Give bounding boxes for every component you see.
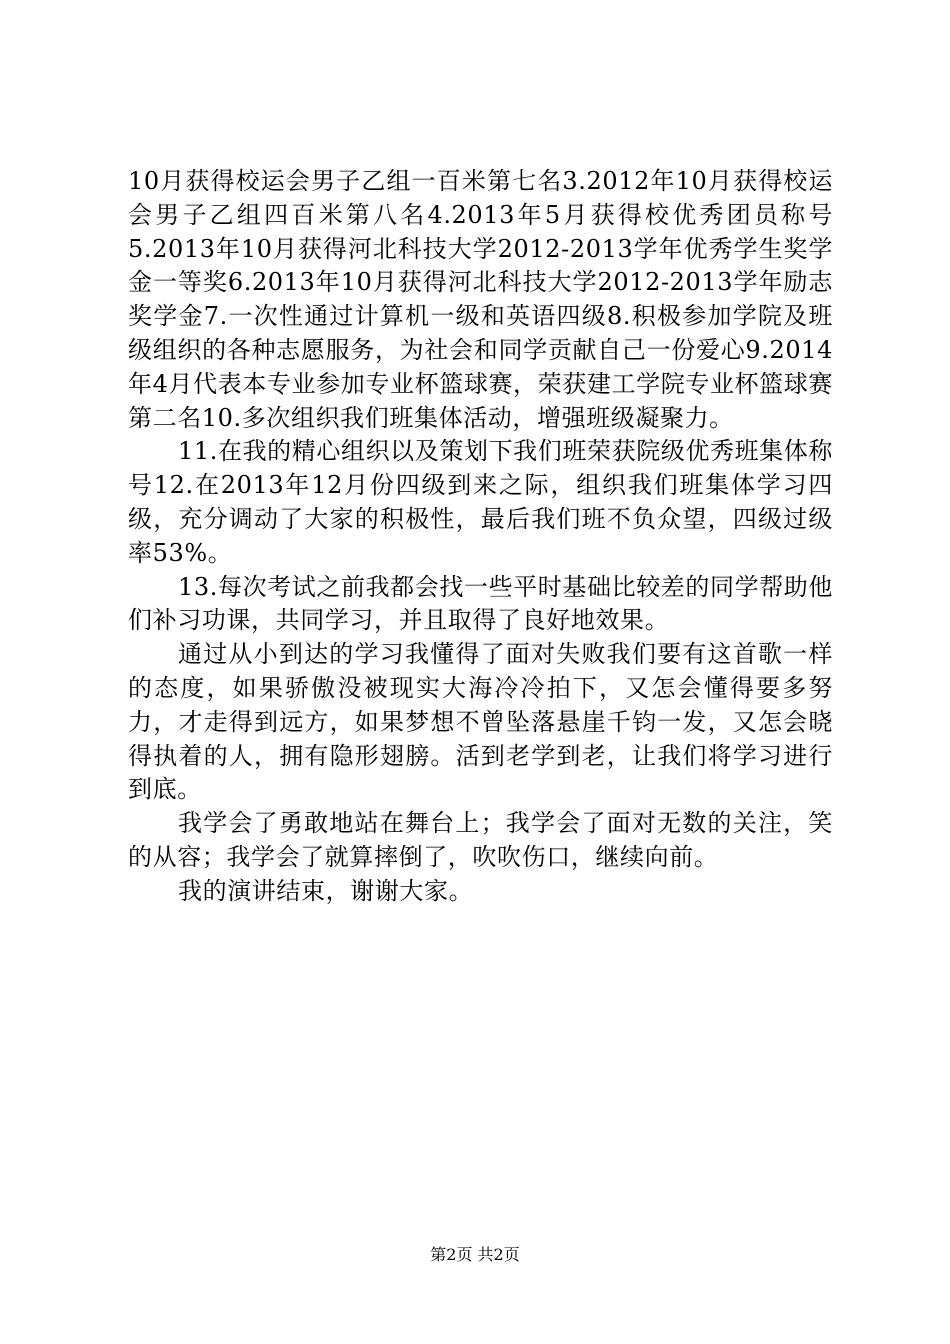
paragraph-closing: 我的演讲结束，谢谢大家。	[178, 876, 474, 905]
paragraph-class-honors: 11.在我的精心组织以及策划下我们班荣获院级优秀班集体称号12.在2013年12月份四级到来之际，组织我们班集体学习四级，充分调动了大家的积极性，最后我们班不负众望，四级过级率53%。	[128, 437, 833, 567]
paragraph-awards-list: 10月获得校运会男子乙组一百米第七名3.2012年10月获得校运会男子乙组四百米第八名4.2013年5月获得校优秀团员称号5.2013年10月获得河北科技大学2012-2013学年优秀学生奖学金一等奖6.2013年10月获得河北科技大学2012-2013学年励志奖学金7.一次性通过计算机一级和英语四级8.积极参加学院及班级组织的各种志愿服务，为社会和同学贡献自己一份爱心9.2014年4月代表本专业参加专业杯篮球赛，荣获建工学院专业杯篮球赛第二名10.多次组织我们班集体活动，增强班级凝聚力。	[128, 167, 833, 432]
page-footer	[0, 1245, 950, 1265]
page-number: 第2页 共2页	[430, 1245, 520, 1264]
document-body	[128, 165, 833, 909]
paragraph-what-i-learned: 我学会了勇敢地站在舞台上；我学会了面对无数的关注，笑的从容；我学会了就算摔倒了，吹吹伤口，继续向前。	[128, 809, 833, 871]
paragraph-learning-attitude: 通过从小到达的学习我懂得了面对失败我们要有这首歌一样的态度，如果骄傲没被现实大海冷冷拍下，又怎会懂得要多努力，才走得到远方，如果梦想不曾坠落悬崖千钧一发，又怎会晓得执着的人，拥有隐形翅膀。活到老学到老，让我们将学习进行到底。	[128, 640, 833, 804]
paragraph-tutoring: 13.每次考试之前我都会找一些平时基础比较差的同学帮助他们补习功课，共同学习，并且取得了良好地效果。	[128, 572, 833, 635]
